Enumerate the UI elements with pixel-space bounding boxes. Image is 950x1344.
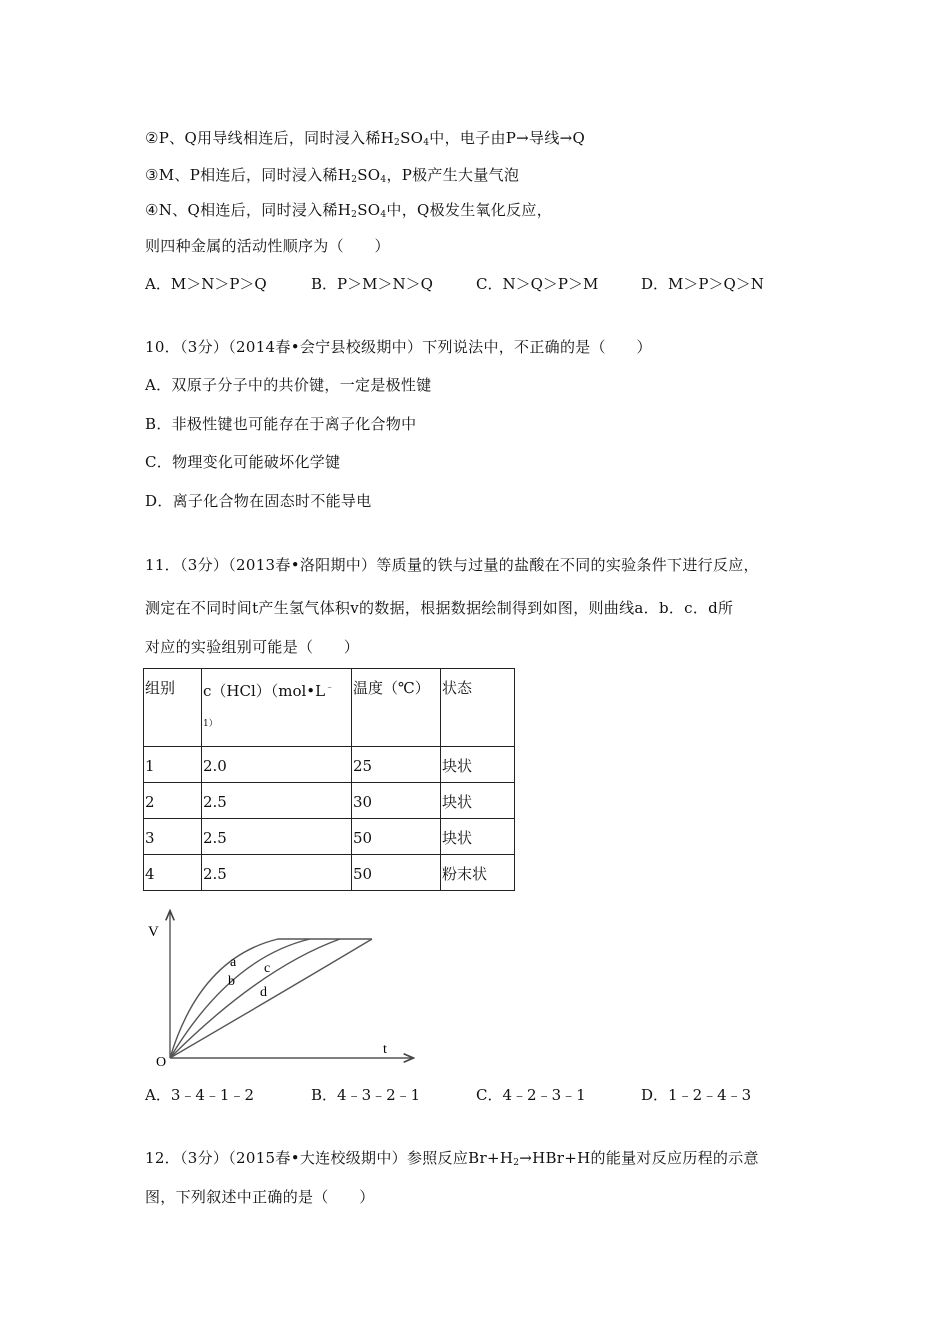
q9-item-2: ②P、Q用导线相连后，同时浸入稀$H_2SO_4$中，电子由P→导线→Q — [145, 129, 586, 148]
table-cell: 1 — [144, 747, 202, 783]
table-header-row — [144, 669, 515, 747]
table-cell: 2.5 — [202, 819, 352, 855]
q10-option-b[interactable]: B．非极性键也可能存在于离子化合物中 — [145, 415, 417, 433]
q9-option-d[interactable]: D．M＞P＞Q＞N — [641, 275, 764, 293]
curve-c — [170, 939, 340, 1058]
q11-stem-line-1: 11．（3分）（2013春•洛阳期中）等质量的铁与过量的盐酸在不同的实验条件下进行反应， — [145, 556, 759, 574]
table-row — [144, 783, 515, 819]
q9-question: 则四种金属的活动性顺序为（ ） — [145, 237, 390, 255]
table-cell: 50 — [352, 855, 441, 891]
header-temperature: 温度（℃） — [352, 669, 441, 747]
curve-b-label: b — [228, 974, 235, 989]
curve-d-label: d — [260, 985, 267, 1000]
q11-data-table — [143, 668, 515, 891]
table-cell: 块状 — [441, 819, 515, 855]
q9-option-c[interactable]: C．N＞Q＞P＞M — [476, 275, 599, 293]
q12-stem-line-1: 12．（3分）（2015春•大连校级期中）参照反应$Br+H_2\to HBr+H$的能量对反应历程的示意 — [145, 1149, 759, 1168]
table-cell: 2 — [144, 783, 202, 819]
q9-item-3: ③M、P相连后，同时浸入稀$H_2SO_4$，P极产生大量气泡 — [145, 166, 520, 185]
y-axis-label: V — [148, 924, 159, 940]
q11-volume-time-graph — [140, 908, 420, 1068]
q11-option-c[interactable]: C．4﹣2﹣3﹣1 — [476, 1086, 586, 1104]
q11-option-d[interactable]: D．1﹣2﹣4﹣3 — [641, 1086, 752, 1104]
header-group: 组别 — [144, 669, 202, 747]
table-cell: 块状 — [441, 783, 515, 819]
header-concentration: c（HCl）（mol•L﹣ 1） — [202, 669, 352, 747]
q9-item-4: ④N、Q相连后，同时浸入稀$H_2SO_4$中，Q极发生氧化反应， — [145, 201, 553, 220]
q11-option-a[interactable]: A．3﹣4﹣1﹣2 — [145, 1086, 255, 1104]
table-cell: 3 — [144, 819, 202, 855]
q9-option-a[interactable]: A．M＞N＞P＞Q — [145, 275, 267, 293]
q10-option-a[interactable]: A．双原子分子中的共价键，一定是极性键 — [145, 376, 432, 394]
table-cell: 2.5 — [202, 855, 352, 891]
q9-option-b[interactable]: B．P＞M＞N＞Q — [311, 275, 433, 293]
q10-option-c[interactable]: C．物理变化可能破坏化学键 — [145, 453, 341, 471]
table-cell: 30 — [352, 783, 441, 819]
curve-b — [170, 939, 310, 1058]
q11-stem-line-2: 测定在不同时间t产生氢气体积v的数据，根据数据绘制得到如图，则曲线a．b．c．d所 — [145, 599, 734, 617]
q11-option-b[interactable]: B．4﹣3﹣2﹣1 — [311, 1086, 421, 1104]
curve-c-label: c — [264, 961, 271, 976]
origin-label: O — [156, 1055, 167, 1068]
table-row — [144, 819, 515, 855]
table-cell: 粉末状 — [441, 855, 515, 891]
q10-option-d[interactable]: D．离子化合物在固态时不能导电 — [145, 492, 372, 510]
table-row — [144, 855, 515, 891]
curve-a-label: a — [230, 955, 237, 970]
table-cell: 2.5 — [202, 783, 352, 819]
table-cell: 块状 — [441, 747, 515, 783]
table-cell: 25 — [352, 747, 441, 783]
curve-d — [170, 939, 372, 1058]
q10-stem: 10．（3分）（2014春•会宁县校级期中）下列说法中，不正确的是（ ） — [145, 338, 652, 356]
table-row — [144, 747, 515, 783]
header-state: 状态 — [441, 669, 515, 747]
table-cell: 2.0 — [202, 747, 352, 783]
table-cell: 4 — [144, 855, 202, 891]
q11-stem-line-3: 对应的实验组别可能是（ ） — [145, 638, 360, 656]
x-axis-label: t — [383, 1042, 387, 1057]
table-cell: 50 — [352, 819, 441, 855]
q12-stem-line-2: 图，下列叙述中正确的是（ ） — [145, 1188, 375, 1206]
